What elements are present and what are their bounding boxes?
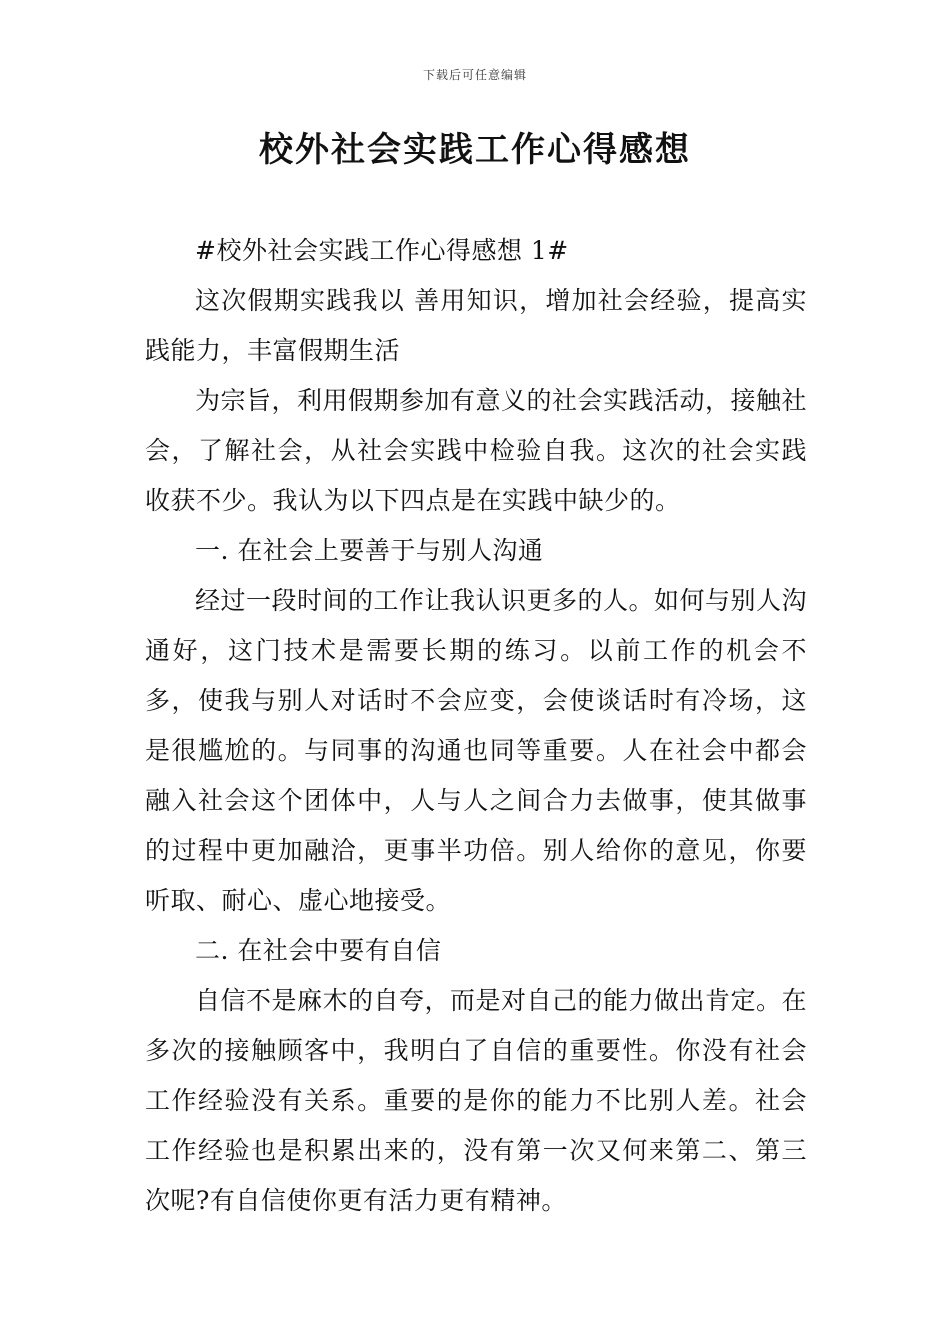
- header-note: 下载后可任意编辑: [422, 68, 527, 82]
- subheading-confidence: 二. 在社会中要有自信: [195, 936, 442, 965]
- paragraph: 为宗旨，利用假期参加有意义的社会实践活动，接触社会，了解社会，从社会实践中检验自我。这次的社会实践收获不少。我认为以下四点是在实践中缺少的。: [145, 386, 808, 515]
- paragraph: 这次假期实践我以 善用知识，增加社会经验，提高实践能力，丰富假期生活: [145, 286, 807, 365]
- document-body: [145, 226, 807, 1226]
- paragraph: 经过一段时间的工作让我认识更多的人。如何与别人沟通好，这门技术是需要长期的练习。以前工作的机会不多，使我与别人对话时不会应变，会使谈话时有冷场，这是很尴尬的。与同事的沟通也同等重要。人在社会中都会融入社会这个团体中，人与人之间合力去做事，使其做事的过程中更加融洽，更事半功倍。别人给你的意见，你要听取、耐心、虚心地接受。: [145, 586, 808, 915]
- subheading-communication: 一. 在社会上要善于与别人沟通: [195, 536, 544, 565]
- section-heading-1: #校外社会实践工作心得感想 1#: [195, 236, 569, 265]
- page-title: 校外社会实践工作心得感想: [259, 130, 691, 170]
- paragraph: 自信不是麻木的自夸，而是对自己的能力做出肯定。在多次的接触顾客中，我明白了自信的重要性。你没有社会工作经验没有关系。重要的是你的能力不比别人差。社会工作经验也是积累出来的，没有第一次又何来第二、第三次呢?有自信使你更有活力更有精神。: [145, 986, 808, 1215]
